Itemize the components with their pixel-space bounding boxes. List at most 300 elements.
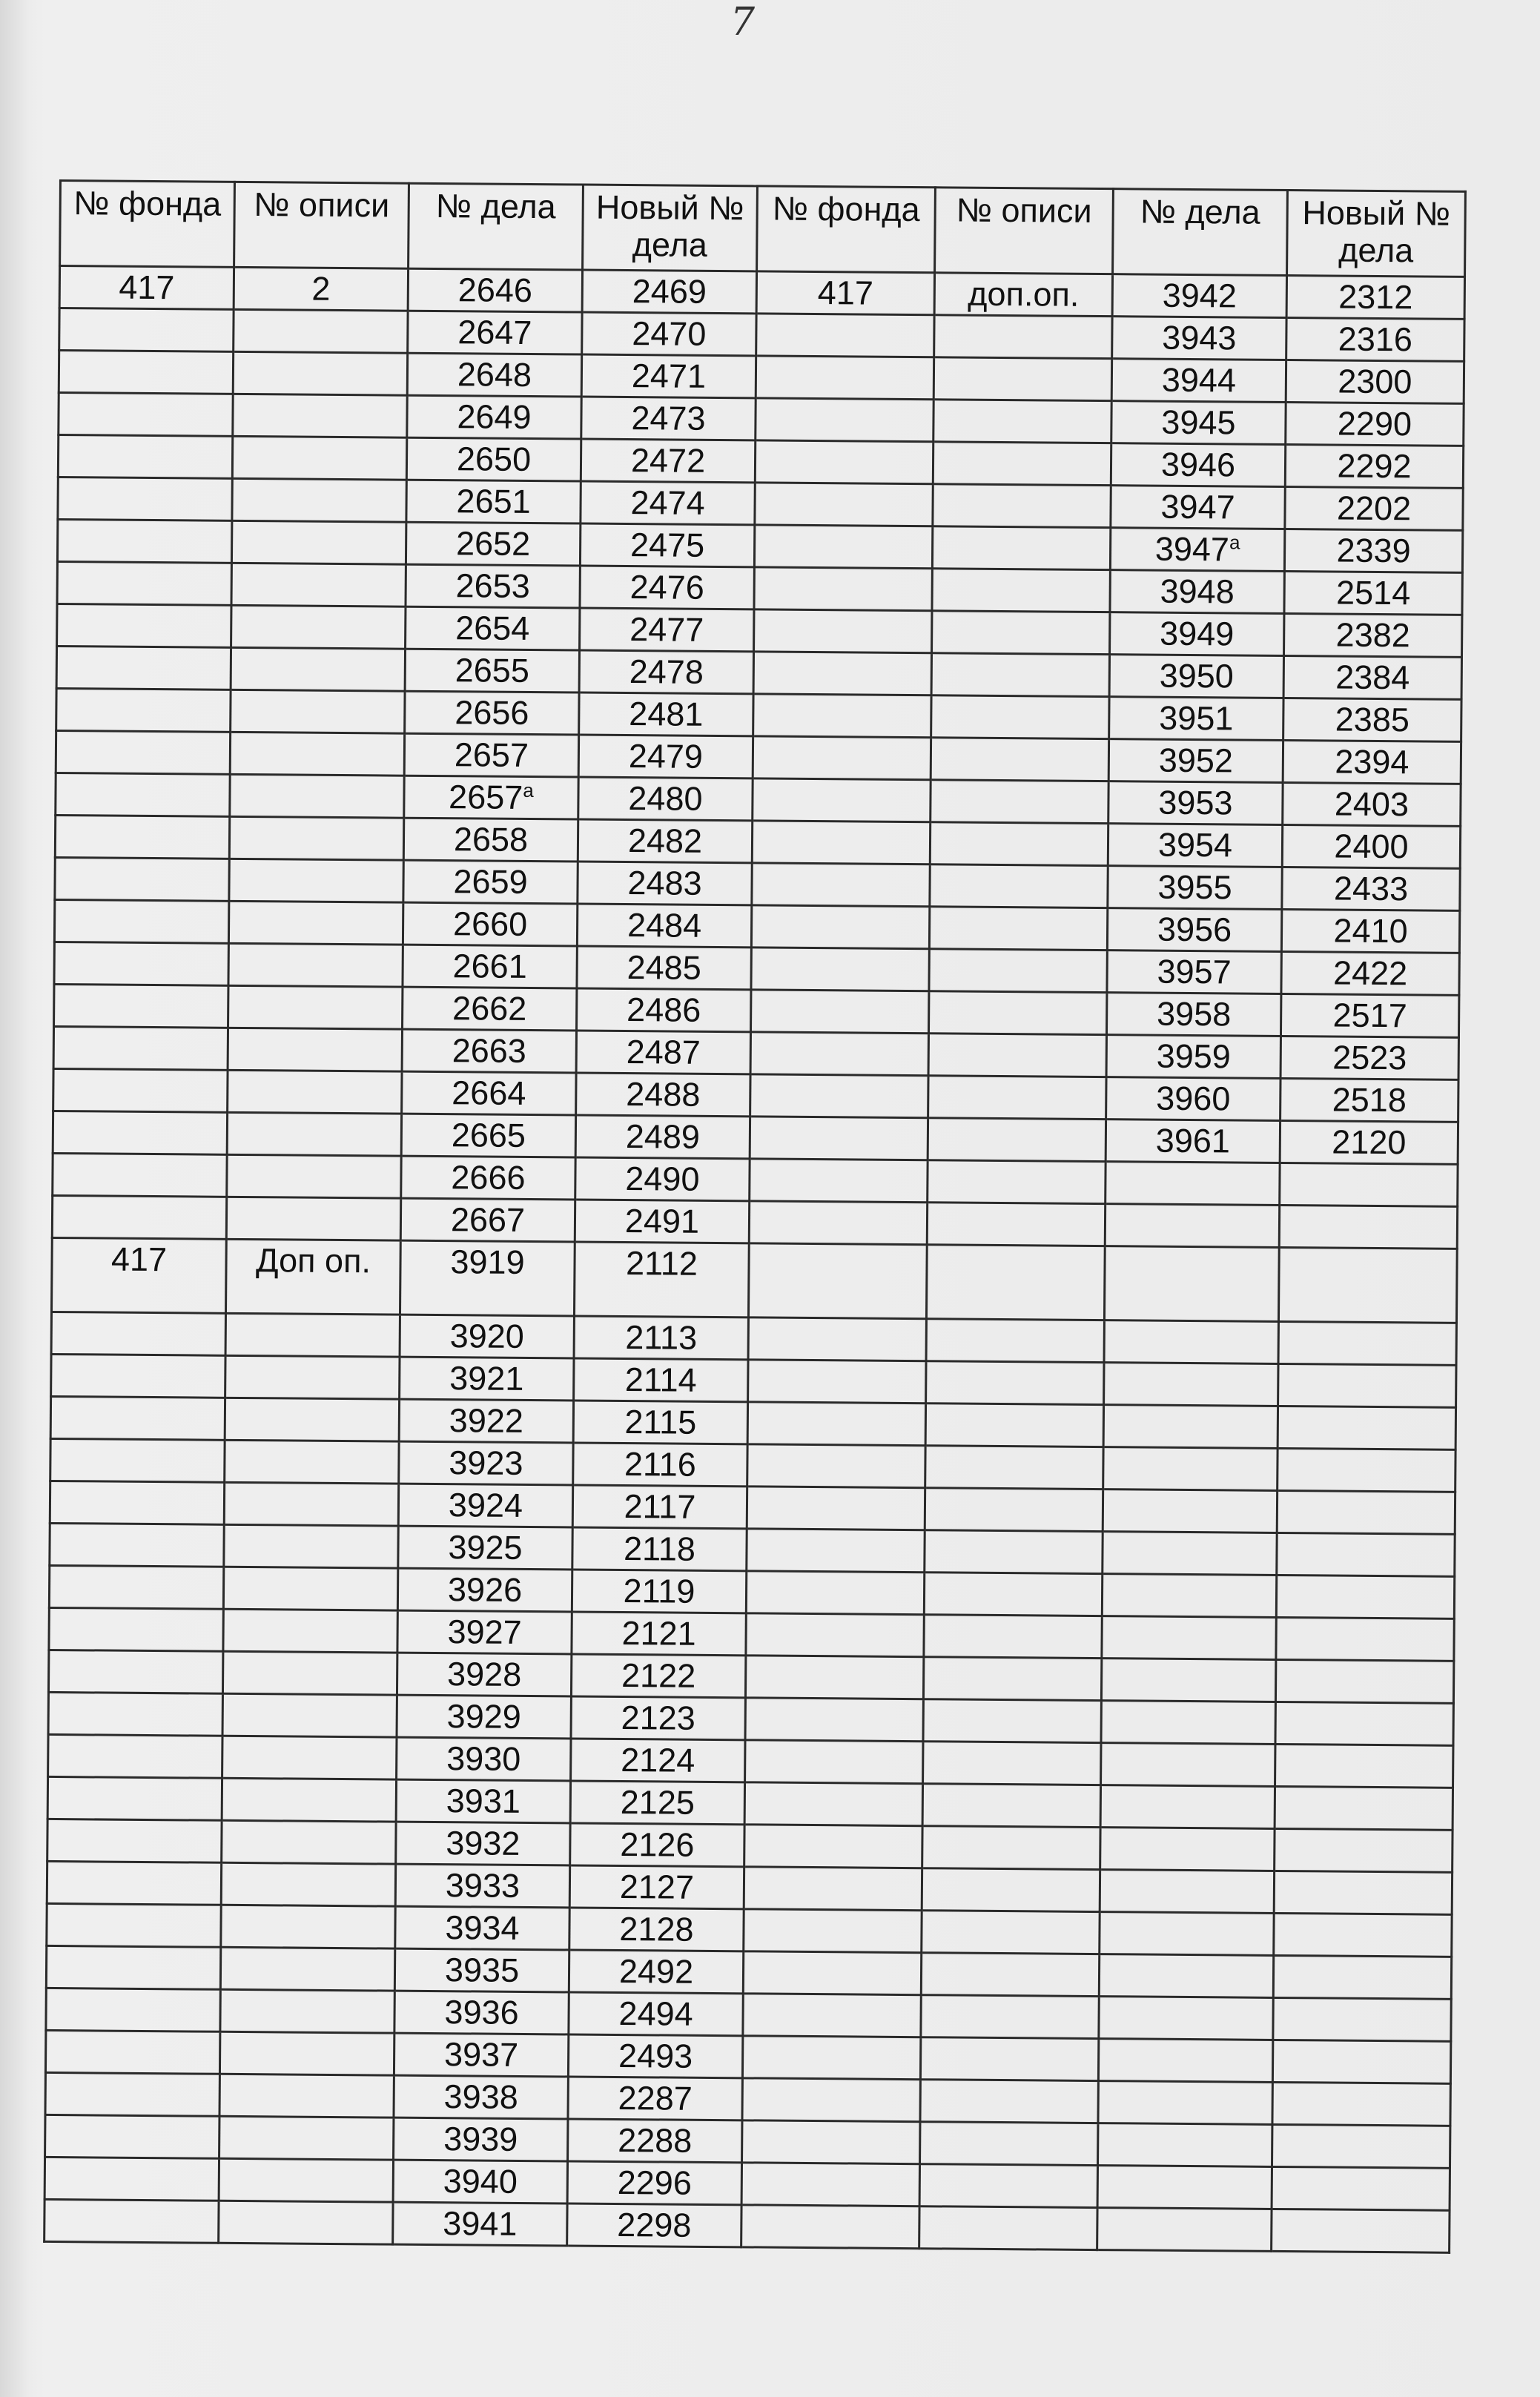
cell-fund-no — [48, 1692, 222, 1736]
cell-case-no-right — [1100, 1828, 1275, 1871]
cell-new-case-no-right — [1272, 2166, 1450, 2210]
cell-inventory-no-right — [923, 1699, 1101, 1743]
cell-inventory-no — [229, 859, 403, 902]
cell-case-no: 2662 — [403, 987, 577, 1031]
header-case-no: № дела — [409, 183, 584, 270]
cell-inventory-no-right — [919, 2164, 1097, 2208]
cell-new-case-no: 2118 — [572, 1527, 747, 1571]
cell-case-no-right: 3950 — [1109, 655, 1283, 698]
cell-fund-no-right — [752, 863, 930, 907]
cell-inventory-no-right — [928, 1160, 1106, 1204]
cell-fund-no — [56, 688, 231, 732]
cell-fund-no — [48, 1650, 222, 1693]
cell-fund-no — [59, 351, 233, 394]
cell-inventory-no-right — [924, 1615, 1102, 1659]
cell-inventory-no-right — [922, 1911, 1100, 1954]
cell-new-case-no: 2493 — [568, 2034, 742, 2078]
cell-fund-no-right — [741, 2205, 919, 2249]
cell-case-no: 2660 — [403, 902, 577, 946]
cell-inventory-no — [233, 351, 407, 395]
cell-new-case-no: 2474 — [581, 481, 755, 525]
cell-fund-no — [48, 1734, 222, 1778]
cell-new-case-no-right: 2422 — [1281, 951, 1459, 995]
cell-inventory-no — [234, 309, 408, 353]
cell-inventory-no-right — [934, 315, 1112, 359]
cell-new-case-no-right: 2382 — [1284, 613, 1462, 657]
cell-inventory-no — [228, 901, 403, 945]
cell-fund-no-right — [744, 1782, 922, 1826]
cell-inventory-no-right — [925, 1404, 1103, 1447]
cell-new-case-no-right: 2514 — [1284, 571, 1462, 615]
cell-new-case-no-right — [1272, 2124, 1450, 2168]
cell-case-no: 2656 — [405, 691, 579, 735]
cell-fund-no-right — [745, 1698, 923, 1742]
cell-new-case-no-right — [1275, 1702, 1453, 1745]
cell-inventory-no-right — [920, 2122, 1098, 2166]
cell-case-no: 2663 — [402, 1029, 576, 1073]
cell-new-case-no-right: 2120 — [1280, 1120, 1458, 1164]
cell-case-no-right: 3945 — [1111, 401, 1286, 445]
cell-fund-no — [47, 1903, 221, 1947]
header-inventory-no: № описи — [234, 182, 409, 268]
cell-case-no-right: 3949 — [1110, 612, 1284, 656]
cell-case-no: 2658 — [403, 818, 578, 862]
cell-case-no: 2650 — [406, 437, 581, 481]
cell-inventory-no-right — [925, 1530, 1103, 1574]
cell-fund-no-right — [753, 694, 931, 738]
cell-new-case-no-right: 2410 — [1281, 909, 1459, 953]
cell-new-case-no: 2472 — [581, 439, 755, 483]
cell-case-no: 3931 — [396, 1779, 570, 1823]
cell-inventory-no — [228, 1028, 402, 1071]
cell-inventory-no — [225, 1355, 400, 1399]
cell-case-no-right — [1098, 2123, 1272, 2167]
cell-inventory-no — [229, 816, 403, 860]
cell-case-no: 2648 — [407, 353, 581, 397]
cell-inventory-no-right — [933, 442, 1111, 486]
cell-inventory-no — [221, 1862, 395, 1906]
cell-case-no: 2651 — [406, 480, 581, 523]
cell-case-no: 2667 — [400, 1198, 575, 1242]
cell-fund-no-right — [743, 1951, 921, 1995]
cell-case-no: $2657^а$ — [404, 776, 578, 819]
cell-fund-no — [46, 1988, 220, 2031]
cell-case-no-right — [1100, 1870, 1274, 1914]
cell-fund-no-right — [741, 2163, 919, 2206]
cell-fund-no-right — [748, 1360, 926, 1404]
cell-inventory-no-right — [933, 357, 1111, 401]
cell-new-case-no-right — [1273, 1955, 1451, 1999]
cell-case-no-right — [1103, 1490, 1277, 1533]
cell-inventory-no — [227, 1112, 401, 1156]
cell-inventory-no-right — [929, 907, 1107, 950]
cell-fund-no-right — [744, 1909, 922, 1953]
cell-fund-no — [45, 2030, 219, 2074]
cell-new-case-no: 2123 — [571, 1696, 745, 1740]
cell-new-case-no-right: 2403 — [1283, 782, 1461, 826]
cell-fund-no — [50, 1481, 224, 1524]
cell-inventory-no — [224, 1524, 398, 1568]
cell-inventory-no — [228, 985, 403, 1029]
cell-new-case-no-right — [1277, 1490, 1455, 1534]
cell-new-case-no-right — [1272, 2209, 1450, 2252]
cell-inventory-no-right — [932, 569, 1110, 612]
cell-case-no-right: 3957 — [1107, 950, 1281, 994]
cell-case-no-right — [1103, 1447, 1278, 1491]
cell-inventory-no-right — [923, 1742, 1101, 1785]
cell-case-no: 3924 — [398, 1484, 572, 1527]
cell-case-no: 3940 — [393, 2160, 567, 2203]
cell-new-case-no-right: 2394 — [1283, 740, 1461, 784]
cell-fund-no — [51, 1312, 225, 1355]
cell-new-case-no: 2471 — [581, 354, 756, 398]
page-number: 7 — [730, 0, 756, 44]
cell-inventory-no-right — [931, 738, 1108, 781]
header-new-case-no: Новый № дела — [583, 185, 758, 271]
cell-new-case-no-right — [1280, 1163, 1458, 1206]
cell-new-case-no-right — [1275, 1786, 1453, 1830]
cell-inventory-no-right — [931, 695, 1109, 739]
cell-case-no: 3926 — [397, 1568, 572, 1612]
cell-new-case-no-right: 2292 — [1285, 444, 1463, 488]
cell-fund-no — [59, 393, 233, 437]
cell-new-case-no: 2127 — [569, 1865, 744, 1909]
cell-new-case-no-right: 2339 — [1284, 529, 1462, 572]
cell-inventory-no — [228, 1070, 402, 1114]
cell-inventory-no-right — [926, 1319, 1104, 1363]
cell-fund-no-right — [747, 1487, 925, 1530]
cell-fund-no — [44, 2199, 219, 2243]
cell-new-case-no: 2119 — [572, 1570, 746, 1613]
cell-fund-no-right: 417 — [756, 271, 934, 315]
cell-inventory-no — [227, 1154, 401, 1198]
cell-case-no: 2666 — [401, 1156, 575, 1200]
cell-case-no-right: 3944 — [1111, 359, 1286, 403]
cell-fund-no — [47, 1819, 222, 1862]
cell-case-no-right: 3960 — [1106, 1077, 1280, 1121]
cell-fund-no — [54, 899, 228, 943]
cell-case-no: 3920 — [400, 1315, 574, 1358]
cell-case-no: 2652 — [406, 522, 580, 566]
cell-fund-no-right — [750, 990, 928, 1034]
cell-inventory-no-right — [930, 822, 1108, 866]
cell-new-case-no: 2479 — [578, 735, 753, 778]
cell-case-no: 3934 — [395, 1906, 569, 1950]
cell-fund-no — [53, 1026, 228, 1070]
cell-case-no-right — [1106, 1162, 1280, 1206]
cell-case-no-right — [1104, 1246, 1279, 1322]
cell-case-no: 2661 — [403, 945, 577, 988]
cell-inventory-no — [222, 1651, 397, 1695]
cell-new-case-no: 2481 — [579, 692, 753, 736]
cell-new-case-no: 2485 — [577, 946, 751, 990]
cell-case-no: 3936 — [394, 1991, 569, 2034]
cell-case-no: 3927 — [397, 1610, 572, 1654]
cell-fund-no-right — [742, 2036, 920, 2080]
cell-fund-no-right — [746, 1571, 924, 1615]
cell-fund-no-right — [754, 567, 932, 611]
cell-case-no: 2649 — [407, 395, 581, 439]
cell-new-case-no-right — [1278, 1448, 1455, 1492]
cell-new-case-no: 2482 — [578, 819, 752, 863]
cell-fund-no-right — [747, 1529, 925, 1573]
header-fund-no: № фонда — [60, 181, 235, 268]
cell-new-case-no: 2480 — [578, 777, 753, 821]
cell-fund-no — [53, 1111, 227, 1154]
cell-fund-no-right — [750, 1159, 928, 1203]
cell-new-case-no-right — [1275, 1659, 1453, 1703]
cell-new-case-no-right — [1274, 1913, 1452, 1957]
cell-fund-no — [49, 1607, 223, 1651]
cell-inventory-no-right — [921, 1995, 1099, 2039]
cell-new-case-no-right: 2384 — [1283, 655, 1461, 699]
cell-new-case-no: 2487 — [576, 1031, 750, 1074]
cell-inventory-no-right — [927, 1203, 1105, 1246]
cell-new-case-no-right — [1275, 1744, 1453, 1788]
cell-case-no-right: 3943 — [1112, 317, 1286, 360]
cell-fund-no-right — [744, 1825, 922, 1868]
cell-case-no: 3925 — [398, 1526, 572, 1570]
cell-fund-no — [53, 1068, 228, 1112]
cell-new-case-no-right — [1274, 1871, 1452, 1914]
cell-inventory-no — [223, 1567, 397, 1610]
cell-case-no: 3930 — [397, 1737, 571, 1781]
cell-fund-no-right — [752, 821, 930, 864]
cell-new-case-no: 2483 — [578, 862, 752, 905]
cell-case-no-right: 3942 — [1112, 274, 1286, 318]
superscript-a: а — [1229, 531, 1240, 554]
cell-inventory-no-right: доп.оп. — [934, 273, 1112, 317]
cell-case-no: 3928 — [397, 1653, 571, 1696]
cell-inventory-no-right — [928, 1034, 1106, 1077]
cell-case-no-right — [1105, 1204, 1279, 1248]
cell-inventory-no — [225, 1398, 399, 1441]
cell-case-no-right — [1097, 2166, 1272, 2209]
cell-new-case-no: 2288 — [568, 2119, 742, 2163]
cell-inventory-no — [231, 520, 406, 564]
cell-case-no-right — [1104, 1320, 1278, 1364]
cell-inventory-no-right — [920, 2080, 1098, 2123]
cell-new-case-no: 2469 — [582, 270, 756, 314]
cell-fund-no — [56, 646, 231, 690]
cell-fund-no — [55, 815, 229, 859]
cell-case-no-right: 3959 — [1106, 1035, 1280, 1079]
cell-case-no-right: 3948 — [1110, 570, 1284, 614]
cell-fund-no-right — [754, 525, 932, 569]
cell-fund-no — [47, 1776, 222, 1820]
cell-new-case-no: 2492 — [569, 1950, 743, 1994]
cell-inventory-no — [219, 2201, 393, 2244]
cell-new-case-no-right — [1273, 1997, 1451, 2041]
cell-case-no: 3922 — [399, 1399, 573, 1443]
cell-new-case-no: 2470 — [582, 312, 756, 356]
cell-fund-no-right — [753, 736, 931, 780]
cell-case-no-right: 3954 — [1108, 824, 1282, 867]
cell-case-no-right — [1099, 1997, 1273, 2040]
cell-fund-no-right — [745, 1740, 923, 1784]
cell-case-no: 3941 — [393, 2202, 567, 2246]
cell-new-case-no: 2473 — [581, 397, 756, 440]
cell-fund-no — [59, 308, 234, 352]
cell-case-no: 2657 — [404, 733, 578, 777]
cell-new-case-no: 2488 — [576, 1073, 750, 1117]
cell-fund-no-right — [747, 1402, 925, 1446]
cell-inventory-no — [228, 943, 403, 987]
header-inventory-no-right: № описи — [935, 188, 1114, 274]
cell-fund-no-right — [742, 2120, 920, 2164]
cell-new-case-no-right — [1279, 1205, 1457, 1249]
cell-new-case-no: 2490 — [575, 1157, 750, 1201]
cell-new-case-no: 2116 — [573, 1443, 747, 1487]
cell-inventory-no — [225, 1440, 399, 1484]
cell-fund-no — [57, 561, 231, 605]
cell-fund-no — [45, 2072, 219, 2116]
cell-fund-no-right — [742, 2078, 920, 2122]
cell-new-case-no-right — [1276, 1575, 1454, 1619]
cell-new-case-no: 2287 — [568, 2077, 742, 2120]
cell-inventory-no — [219, 2074, 394, 2117]
cell-new-case-no: 2491 — [575, 1200, 749, 1243]
cell-case-no-right: 3946 — [1111, 443, 1285, 487]
cell-fund-no-right — [755, 483, 933, 526]
cell-inventory-no-right — [919, 2206, 1097, 2250]
cell-fund-no — [58, 477, 232, 520]
cell-inventory-no-right — [924, 1573, 1102, 1616]
cell-fund-no-right — [755, 440, 933, 484]
cell-fund-no-right — [748, 1317, 926, 1361]
cell-fund-no-right — [748, 1243, 927, 1319]
cell-case-no: 2654 — [406, 606, 580, 650]
cell-inventory-no — [220, 1989, 394, 2033]
cell-case-no-right — [1101, 1701, 1275, 1745]
cell-case-no-right — [1100, 1785, 1275, 1829]
table-row — [52, 1237, 1458, 1323]
cell-inventory-no — [230, 774, 404, 818]
cell-inventory-no — [233, 394, 407, 437]
cell-new-case-no-right — [1277, 1533, 1455, 1576]
cell-new-case-no: 2476 — [580, 566, 754, 609]
cell-new-case-no-right: 2400 — [1282, 824, 1460, 868]
cell-case-no-right — [1100, 1912, 1274, 1956]
cell-fund-no-right — [751, 905, 929, 949]
cell-case-no-right: 3955 — [1108, 866, 1282, 910]
cell-new-case-no-right — [1272, 2040, 1450, 2083]
cell-case-no-right — [1098, 2039, 1272, 2083]
cell-case-no-right: 3947 — [1111, 486, 1285, 529]
cell-case-no: 3929 — [397, 1695, 571, 1739]
cell-fund-no-right — [754, 609, 932, 653]
cell-inventory-no — [231, 563, 406, 606]
cell-new-case-no: 2115 — [573, 1401, 747, 1444]
cell-fund-no — [51, 1354, 225, 1398]
cell-new-case-no: 2126 — [570, 1823, 744, 1867]
cell-inventory-no — [222, 1820, 396, 1864]
cell-inventory-no — [222, 1778, 396, 1822]
cell-case-no-right — [1097, 2208, 1272, 2252]
cell-inventory-no-right — [926, 1361, 1104, 1405]
cell-new-case-no: 2117 — [572, 1485, 747, 1529]
cell-new-case-no: 2296 — [567, 2161, 741, 2205]
cell-fund-no — [50, 1523, 224, 1567]
cell-case-no-right: 3956 — [1107, 908, 1281, 952]
cell-fund-no-right — [747, 1444, 925, 1488]
cell-new-case-no-right: 2312 — [1286, 276, 1464, 320]
cell-new-case-no-right: 2290 — [1286, 403, 1464, 446]
cell-inventory-no-right — [931, 653, 1109, 697]
cell-case-no: 2659 — [403, 860, 578, 904]
cell-case-no: 3932 — [396, 1822, 570, 1865]
cell-case-no: 3935 — [394, 1948, 569, 1992]
cell-inventory-no: Доп оп. — [225, 1239, 400, 1315]
cell-inventory-no — [219, 2158, 393, 2202]
cell-case-no: 3923 — [399, 1441, 573, 1485]
cell-case-no: 3937 — [394, 2033, 568, 2077]
cell-case-no-right: 3961 — [1106, 1120, 1280, 1163]
cell-inventory-no — [232, 478, 406, 522]
case-renumbering-table — [43, 179, 1467, 2254]
cell-case-no-right: 3952 — [1108, 739, 1283, 783]
cell-case-no-right — [1098, 2081, 1272, 2125]
cell-new-case-no-right — [1276, 1617, 1454, 1661]
cell-fund-no-right — [744, 1867, 922, 1911]
cell-case-no-right — [1103, 1405, 1278, 1449]
cell-fund-no — [55, 857, 229, 901]
cell-case-no: 3939 — [394, 2117, 568, 2161]
cell-case-no: 2664 — [402, 1071, 576, 1115]
cell-case-no: 3919 — [400, 1240, 575, 1316]
cell-inventory-no-right — [930, 864, 1108, 908]
cell-inventory-no — [231, 605, 406, 649]
cell-case-no-right — [1099, 1954, 1273, 1998]
cell-case-no: 3938 — [394, 2075, 568, 2119]
cell-case-no: 3921 — [400, 1357, 574, 1401]
cell-inventory-no — [230, 732, 404, 776]
cell-fund-no — [50, 1396, 225, 1440]
cell-fund-no-right — [753, 778, 931, 822]
cell-new-case-no-right: 2523 — [1280, 1036, 1458, 1080]
cell-inventory-no — [219, 2031, 394, 2075]
cell-new-case-no: 2475 — [580, 523, 754, 567]
cell-fund-no — [52, 1195, 226, 1239]
cell-case-no-right: 3951 — [1109, 697, 1283, 741]
table-body — [44, 266, 1465, 2253]
cell-fund-no-right — [750, 1032, 928, 1076]
cell-inventory-no-right — [921, 1953, 1099, 1997]
cell-case-no: 2665 — [401, 1114, 575, 1157]
cell-new-case-no: 2114 — [574, 1358, 748, 1402]
cell-new-case-no-right: 2517 — [1280, 993, 1458, 1037]
cell-new-case-no-right: 2202 — [1285, 486, 1463, 530]
cell-case-no-right — [1103, 1532, 1277, 1576]
cell-fund-no — [54, 942, 228, 985]
cell-inventory-no-right — [925, 1488, 1103, 1532]
cell-fund-no-right — [743, 1994, 921, 2037]
cell-fund-no-right — [749, 1201, 927, 1245]
cell-new-case-no: 2494 — [569, 1992, 743, 2036]
cell-inventory-no: 2 — [234, 267, 408, 311]
cell-inventory-no-right — [922, 1784, 1100, 1828]
header-new-case-no-right: Новый № дела — [1287, 191, 1466, 277]
cell-inventory-no — [222, 1736, 397, 1779]
cell-case-no-right — [1101, 1743, 1275, 1787]
cell-new-case-no: 2298 — [567, 2203, 741, 2247]
cell-new-case-no: 2484 — [577, 904, 751, 948]
cell-fund-no-right — [746, 1613, 924, 1657]
cell-case-no: 2653 — [406, 564, 580, 608]
cell-inventory-no — [221, 1905, 395, 1948]
cell-new-case-no-right — [1275, 1828, 1453, 1872]
cell-inventory-no — [219, 2116, 394, 2160]
